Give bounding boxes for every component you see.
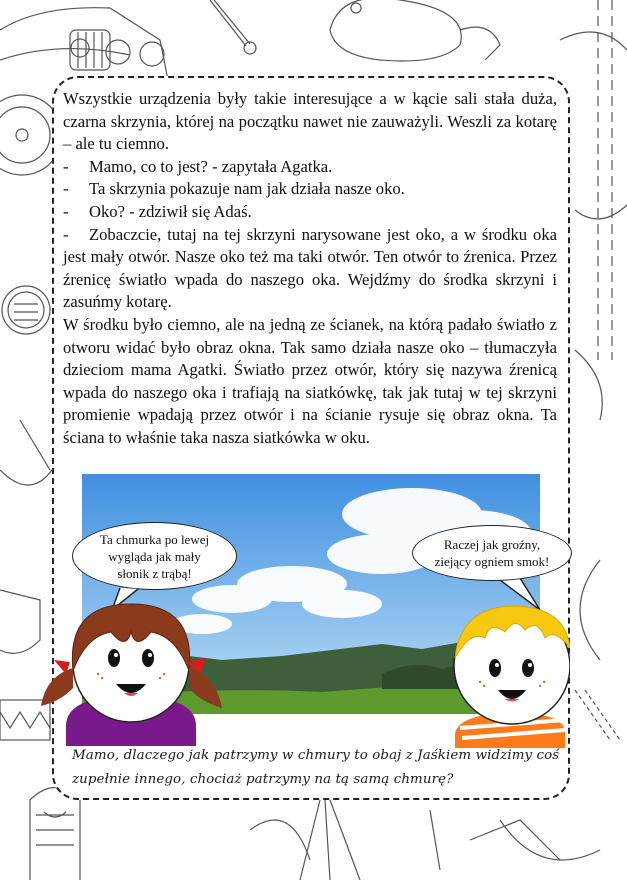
dialogue-dash: - <box>63 224 69 244</box>
dialogue-line-2 <box>63 178 557 201</box>
left-speech-bubble <box>72 522 237 590</box>
left-bubble-text: Ta chmurka po lewej wygląda jak mały słonik z trąbą! <box>99 531 210 581</box>
handwritten-caption: Mamo, dlaczego jak patrzymy w chmury to obaj z Jaśkiem widzimy coś zupełnie innego, chociaż patrzymy na tą samą chmurę? <box>72 748 560 787</box>
scepter-drawing <box>210 0 256 54</box>
boy-character <box>440 598 570 748</box>
bottom-right-scales-drawing <box>430 810 600 870</box>
dialogue-dash: - <box>63 201 69 221</box>
girl-character <box>36 596 226 746</box>
dialogue-dash: - <box>63 179 69 199</box>
story-paragraph-1: Wszystkie urządzenia były takie interesujące a w kącie sali stała duża, czarna skrzynia, której na początku nawet nie zauważyli. Weszli za kotarę – ale tu ciemno. <box>63 89 557 154</box>
plant-drawing <box>250 800 360 880</box>
dialogue-text: Oko? - zdziwił się Adaś. <box>89 201 252 221</box>
story-paragraph-2: W środku było ciemno, ale na jedną ze ścianek, na którą padało światło z otworu widać było obraz okna. Tak samo działa nasze oko – tłumaczyła dzieciom mama Agatki. Światło przez otwór, który się nazywa źrenicą wpada do naszego oka i trafiają na siatkówkę, tak jak tutaj w tej skrzyni promienie wpadają przez otwór i na ścianie rysuje się obraz okna. Ta ściana to właśnie taka nasza siatkówka w oku. <box>63 314 557 447</box>
pharaoh-drawing <box>30 788 80 880</box>
teapot-drawing <box>330 0 500 61</box>
dialogue-line-1 <box>63 156 557 179</box>
dialogue-line-4 <box>63 224 557 314</box>
dialogue-line-3 <box>63 201 557 224</box>
dialogue-text: Zobaczcie, tutaj na tej skrzyni narysowane jest oko, a w środku oka jest mały otwór. Nasze oko też ma taki otwór. Ten otwór to źrenica. Przez źrenicę światło wpada do naszego oka. Wejdźmy do środka skrzyni i zasuńmy kotarę. <box>63 224 557 312</box>
coin-drawing <box>2 286 50 334</box>
dialogue-text: Ta skrzynia pokazuje nam jak działa nasze oko. <box>89 179 405 199</box>
top-right-frame-drawing <box>598 0 612 360</box>
dialogue-text: Mamo, co to jest? - zapytała Agatka. <box>89 156 333 176</box>
dialogue-dash: - <box>63 156 69 176</box>
right-bubble-text: Raczej jak groźny, ziejący ogniem smok! <box>434 537 550 569</box>
story-text <box>63 88 557 450</box>
right-speech-bubble <box>412 525 572 581</box>
